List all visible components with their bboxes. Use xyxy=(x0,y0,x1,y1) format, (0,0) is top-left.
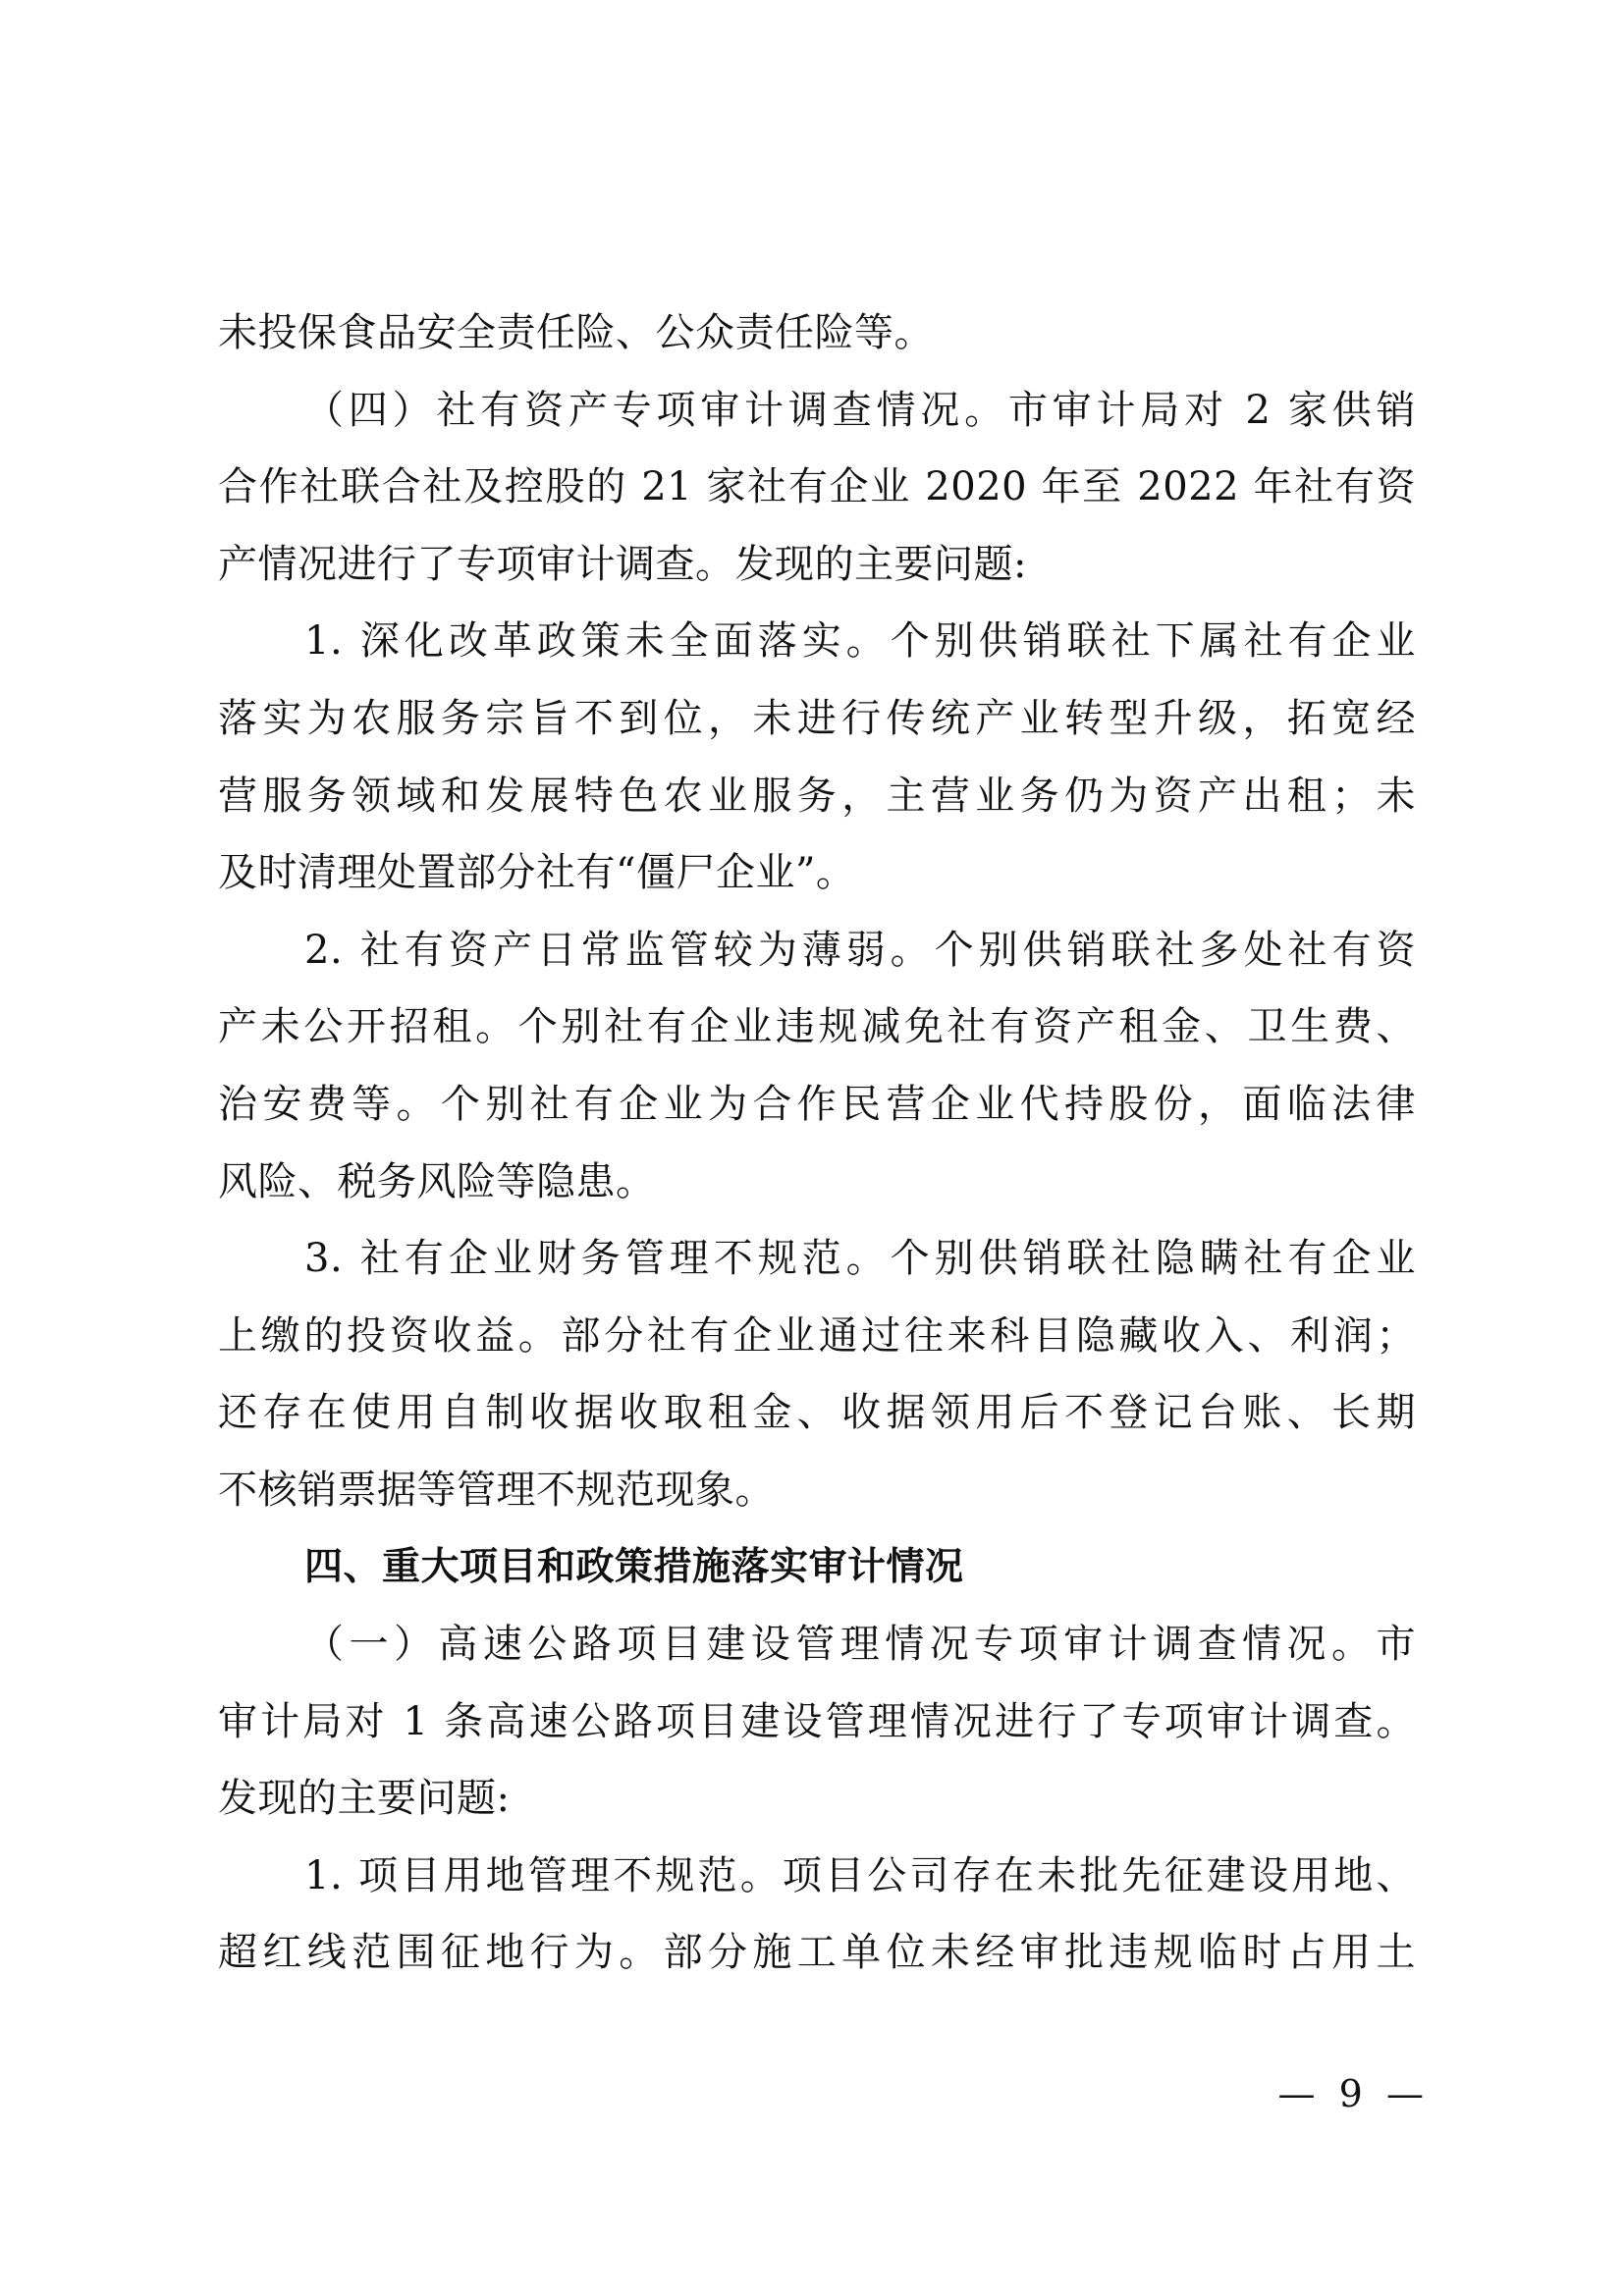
paragraph-line: 营服务领域和发展特色农业服务，主营业务仍为资产出租；未 xyxy=(218,773,1416,819)
section-heading: 四、重大项目和政策措施落实审计情况 xyxy=(304,1544,964,1589)
list-item-line: 2. 社有资产日常监管较为薄弱。个别供销联社多处社有资 xyxy=(304,927,1416,973)
list-item-line: 3. 社有企业财务管理不规范。个别供销联社隐瞒社有企业 xyxy=(304,1236,1416,1282)
paragraph-line: 及时清理处置部分社有“僵尸企业”。 xyxy=(218,850,856,896)
section-intro-line: （四）社有资产专项审计调查情况。市审计局对 2 家供销 xyxy=(304,387,1416,433)
paragraph-line: 落实为农服务宗旨不到位，未进行传统产业转型升级，拓宽经 xyxy=(218,695,1416,741)
paragraph-line: 上缴的投资收益。部分社有企业通过往来科目隐藏收入、利润； xyxy=(218,1312,1416,1359)
paragraph-line: 发现的主要问题: xyxy=(218,1776,511,1822)
list-item-line: 1. 项目用地管理不规范。项目公司存在未批先征建设用地、 xyxy=(304,1852,1416,1898)
paragraph-line: 产情况进行了专项审计调查。发现的主要问题: xyxy=(218,541,1027,587)
paragraph-line: 产未公开招租。个别社有企业违规减免社有资产租金、卫生费、 xyxy=(218,1004,1416,1050)
paragraph-line: 超红线范围征地行为。部分施工单位未经审批违规临时占用土 xyxy=(218,1930,1416,1976)
paragraph-line: 不核销票据等管理不规范现象。 xyxy=(218,1467,775,1513)
document-body xyxy=(218,294,1416,1992)
page-number: — 9 — xyxy=(1277,2072,1424,2115)
paragraph-line: 风险、税务风险等隐患。 xyxy=(218,1158,656,1204)
paragraph-line: 未投保食品安全责任险、公众责任险等。 xyxy=(218,310,934,355)
paragraph-line: 审计局对 1 条高速公路项目建设管理情况进行了专项审计调查。 xyxy=(218,1698,1416,1744)
paragraph-line: 合作社联合社及控股的 21 家社有企业 2020 年至 2022 年社有资 xyxy=(218,464,1416,510)
section-intro-line: （一）高速公路项目建设管理情况专项审计调查情况。市 xyxy=(304,1622,1416,1668)
paragraph-line: 还存在使用自制收据收取租金、收据领用后不登记台账、长期 xyxy=(218,1390,1416,1436)
list-item-line: 1. 深化改革政策未全面落实。个别供销联社下属社有企业 xyxy=(304,618,1416,665)
paragraph-line: 治安费等。个别社有企业为合作民营企业代持股份，面临法律 xyxy=(218,1081,1416,1127)
